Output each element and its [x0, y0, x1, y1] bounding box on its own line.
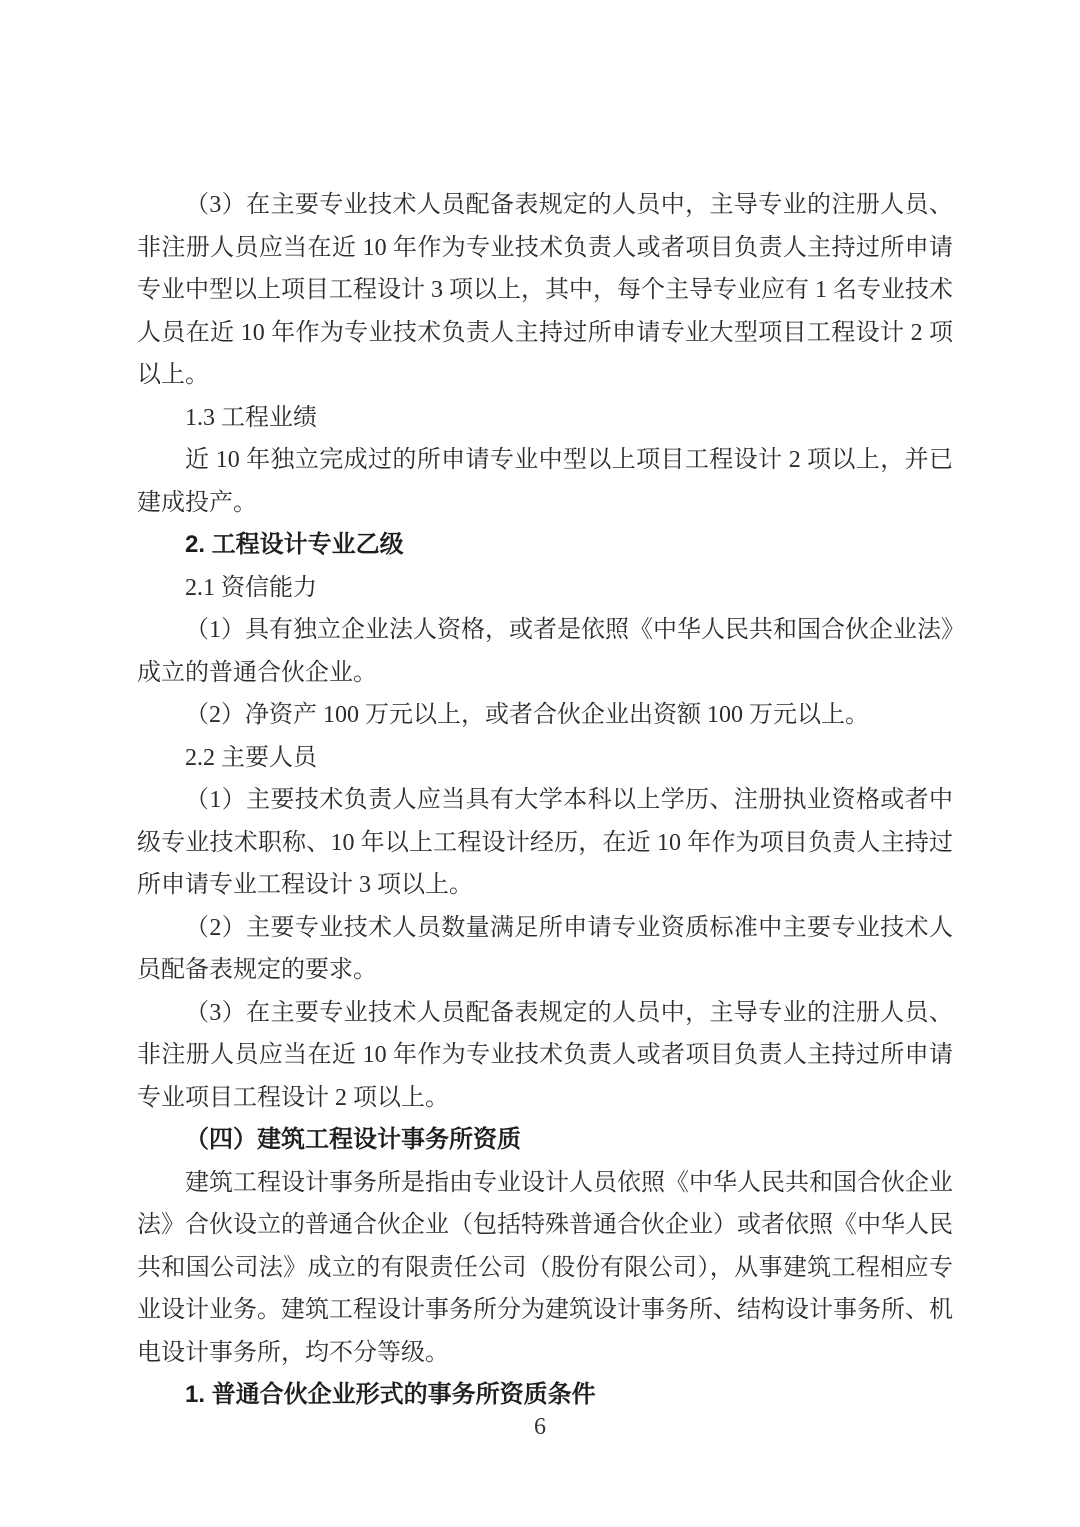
paragraph: （2）主要专业技术人员数量满足所申请专业资质标准中主要专业技术人员配备表规定的要求。 [137, 914, 953, 983]
document-content [137, 184, 953, 1417]
section-heading: 2. 工程设计专业乙级 [185, 531, 404, 558]
section-heading: （四）建筑工程设计事务所资质 [185, 1126, 521, 1153]
paragraph: 2.1 资信能力 [185, 574, 317, 601]
paragraph: 1.3 工程业绩 [185, 404, 317, 431]
paragraph: （2）净资产 100 万元以上，或者合伙企业出资额 100 万元以上。 [185, 702, 869, 728]
page-number: 6 [534, 1414, 546, 1440]
paragraph: 建筑工程设计事务所是指由专业设计人员依照《中华人民共和国合伙企业法》合伙设立的普通合伙企业（包括特殊普通合伙企业）或者依照《中华人民共和国公司法》成立的有限责任公司（股份有限公司），从事建筑工程相应专业设计业务。建筑工程设计事务所分为建筑设计事务所、结构设计事务所、机电设计事务所，均不分等级。 [137, 1169, 953, 1366]
paragraph: （3）在主要专业技术人员配备表规定的人员中，主导专业的注册人员、非注册人员应当在近 10 年作为专业技术负责人或者项目负责人主持过所申请专业中型以上项目工程设计 3 项以上，其中，每个主导专业应有 1 名专业技术人员在近 10 年作为专业技术负责人主持过所申请专业大型项目工程设计 2 项以上。 [137, 192, 953, 388]
paragraph: （1）主要技术负责人应当具有大学本科以上学历、注册执业资格或者中级专业技术职称、10 年以上工程设计经历，在近 10 年作为项目负责人主持过所申请专业工程设计 3 项以上。 [137, 787, 953, 898]
paragraph: 近 10 年独立完成过的所申请专业中型以上项目工程设计 2 项以上，并已建成投产。 [137, 447, 953, 516]
paragraph: （3）在主要专业技术人员配备表规定的人员中，主导专业的注册人员、非注册人员应当在近 10 年作为专业技术负责人或者项目负责人主持过所申请专业项目工程设计 2 项以上。 [137, 999, 953, 1111]
paragraph: 2.2 主要人员 [185, 744, 317, 771]
section-heading: 1. 普通合伙企业形式的事务所资质条件 [185, 1381, 596, 1408]
paragraph: （1）具有独立企业法人资格，或者是依照《中华人民共和国合伙企业法》成立的普通合伙企业。 [137, 617, 953, 686]
